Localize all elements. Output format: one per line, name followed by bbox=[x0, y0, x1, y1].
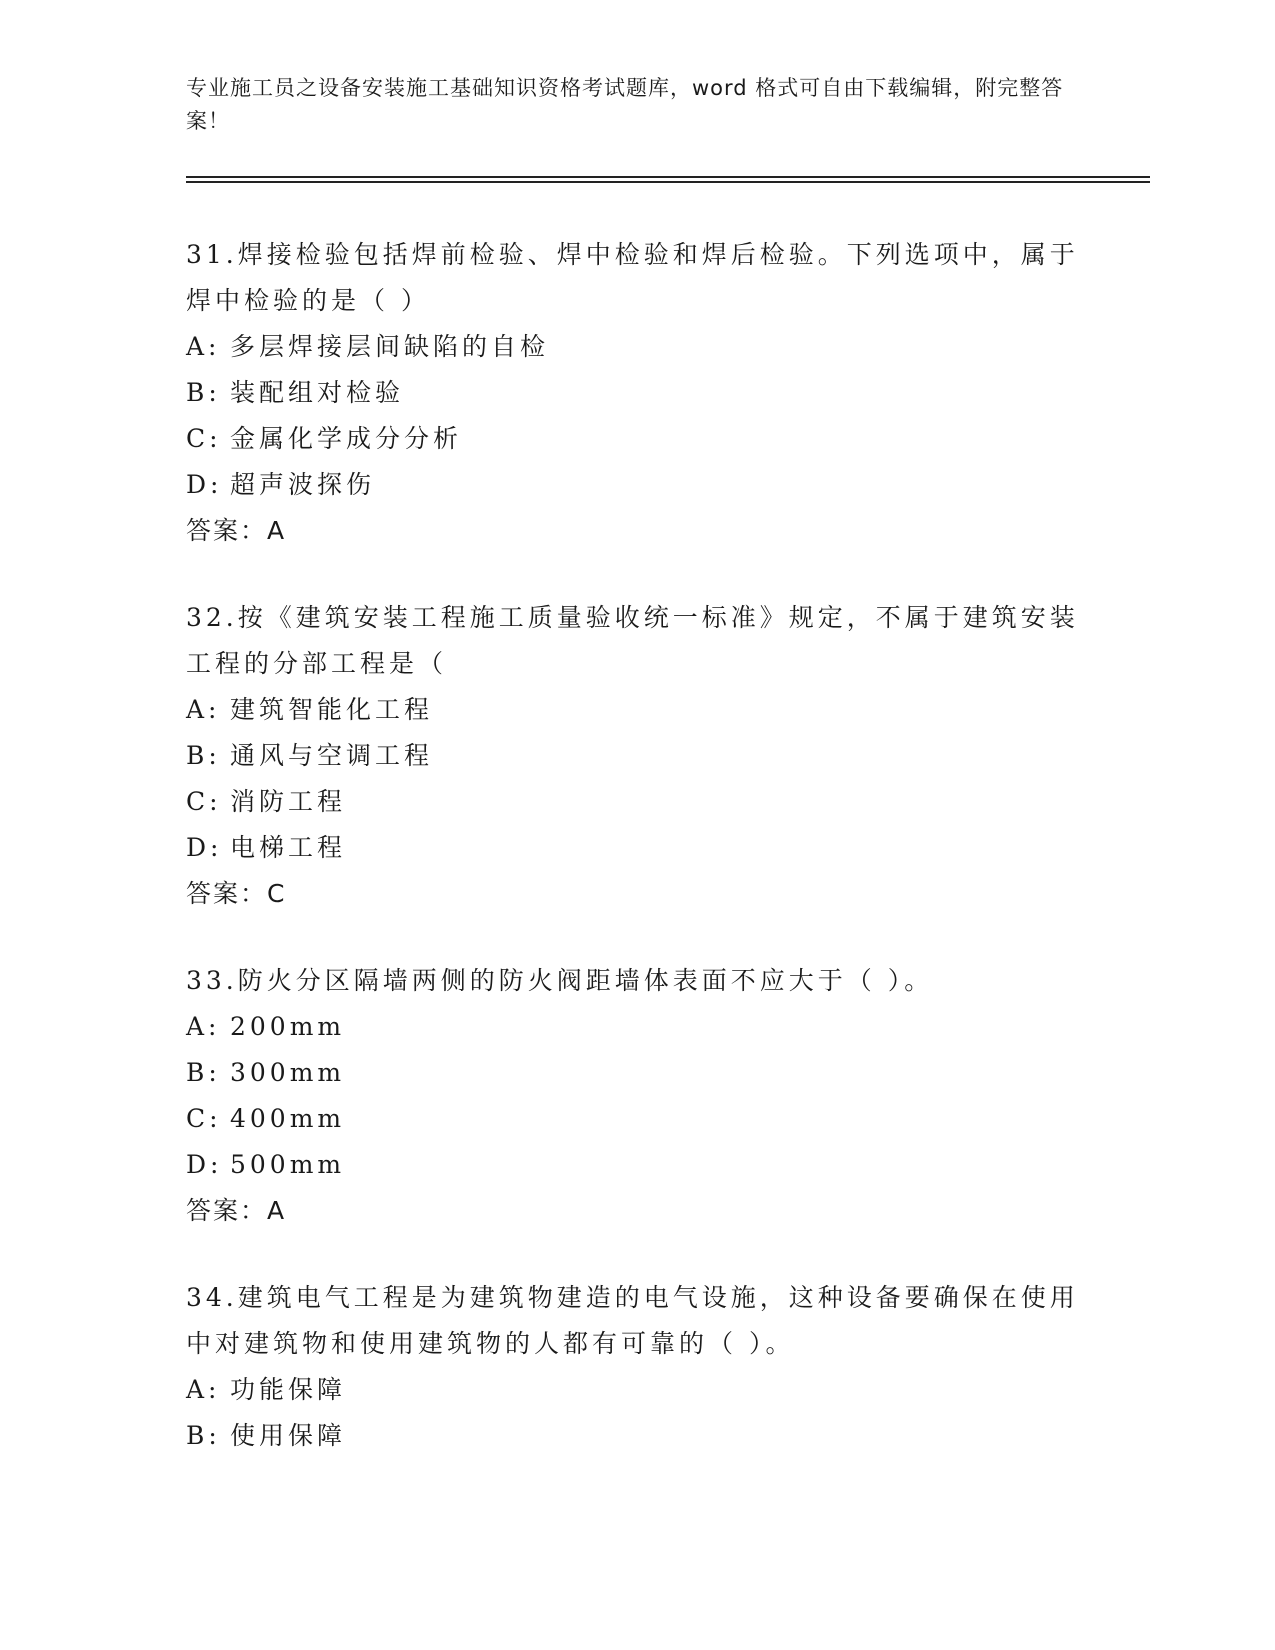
option-text: 多层焊接层间缺陷的自检 bbox=[230, 332, 550, 361]
option-d bbox=[186, 825, 1086, 871]
question-stem: 33.防火分区隔墙两侧的防火阀距墙体表面不应大于（ ）。 bbox=[186, 966, 934, 995]
option-key: D: bbox=[186, 833, 223, 862]
option-b bbox=[186, 1413, 1086, 1459]
option-d bbox=[186, 1142, 1086, 1188]
header-divider bbox=[186, 176, 1150, 178]
option-a bbox=[186, 324, 1086, 370]
option-d bbox=[186, 462, 1086, 508]
question-stem: 34.建筑电气工程是为建筑物建造的电气设施，这种设备要确保在使用中对建筑物和使用建筑物的人都有可靠的（ ）。 bbox=[186, 1283, 1079, 1358]
option-text: 功能保障 bbox=[230, 1375, 347, 1404]
option-key: B: bbox=[186, 378, 221, 407]
option-text: 400mm bbox=[230, 1104, 346, 1133]
option-key: A: bbox=[186, 1375, 221, 1404]
option-a bbox=[186, 687, 1086, 733]
option-key: D: bbox=[186, 1150, 223, 1179]
option-text: 建筑智能化工程 bbox=[230, 695, 434, 724]
option-key: C: bbox=[186, 1104, 222, 1133]
question-stem: 31.焊接检验包括焊前检验、焊中检验和焊后检验。下列选项中，属于焊中检验的是（ ） bbox=[186, 240, 1079, 315]
option-key: A: bbox=[186, 332, 221, 361]
answer-line: 答案：A bbox=[186, 516, 287, 545]
option-text: 使用保障 bbox=[230, 1421, 347, 1450]
option-key: B: bbox=[186, 741, 221, 770]
question-34 bbox=[186, 1275, 1086, 1459]
option-key: B: bbox=[186, 1421, 221, 1450]
option-key: A: bbox=[186, 695, 221, 724]
answer-line: 答案：C bbox=[186, 879, 287, 908]
option-key: B: bbox=[186, 1058, 221, 1087]
option-text: 300mm bbox=[230, 1058, 346, 1087]
option-text: 电梯工程 bbox=[230, 833, 347, 862]
option-text: 装配组对检验 bbox=[230, 378, 405, 407]
option-c bbox=[186, 416, 1086, 462]
option-key: C: bbox=[186, 424, 222, 453]
option-text: 超声波探伤 bbox=[230, 470, 376, 499]
option-b bbox=[186, 370, 1086, 416]
question-32 bbox=[186, 595, 1086, 917]
option-key: C: bbox=[186, 787, 222, 816]
option-c bbox=[186, 779, 1086, 825]
option-a bbox=[186, 1004, 1086, 1050]
document-header bbox=[186, 72, 1066, 138]
option-text: 500mm bbox=[230, 1150, 346, 1179]
option-b bbox=[186, 733, 1086, 779]
option-c bbox=[186, 1096, 1086, 1142]
answer-line: 答案：A bbox=[186, 1196, 287, 1225]
option-text: 金属化学成分分析 bbox=[230, 424, 463, 453]
option-text: 通风与空调工程 bbox=[230, 741, 434, 770]
option-key: A: bbox=[186, 1012, 221, 1041]
header-divider bbox=[186, 181, 1150, 183]
question-31 bbox=[186, 232, 1086, 554]
header-text: 专业施工员之设备安装施工基础知识资格考试题库，word 格式可自由下载编辑，附完整答案！ bbox=[186, 76, 1064, 133]
option-a bbox=[186, 1367, 1086, 1413]
question-stem: 32.按《建筑安装工程施工质量验收统一标准》规定，不属于建筑安装工程的分部工程是（ bbox=[186, 603, 1079, 678]
question-33 bbox=[186, 958, 1086, 1234]
option-key: D: bbox=[186, 470, 223, 499]
option-text: 200mm bbox=[230, 1012, 346, 1041]
option-b bbox=[186, 1050, 1086, 1096]
option-text: 消防工程 bbox=[230, 787, 347, 816]
